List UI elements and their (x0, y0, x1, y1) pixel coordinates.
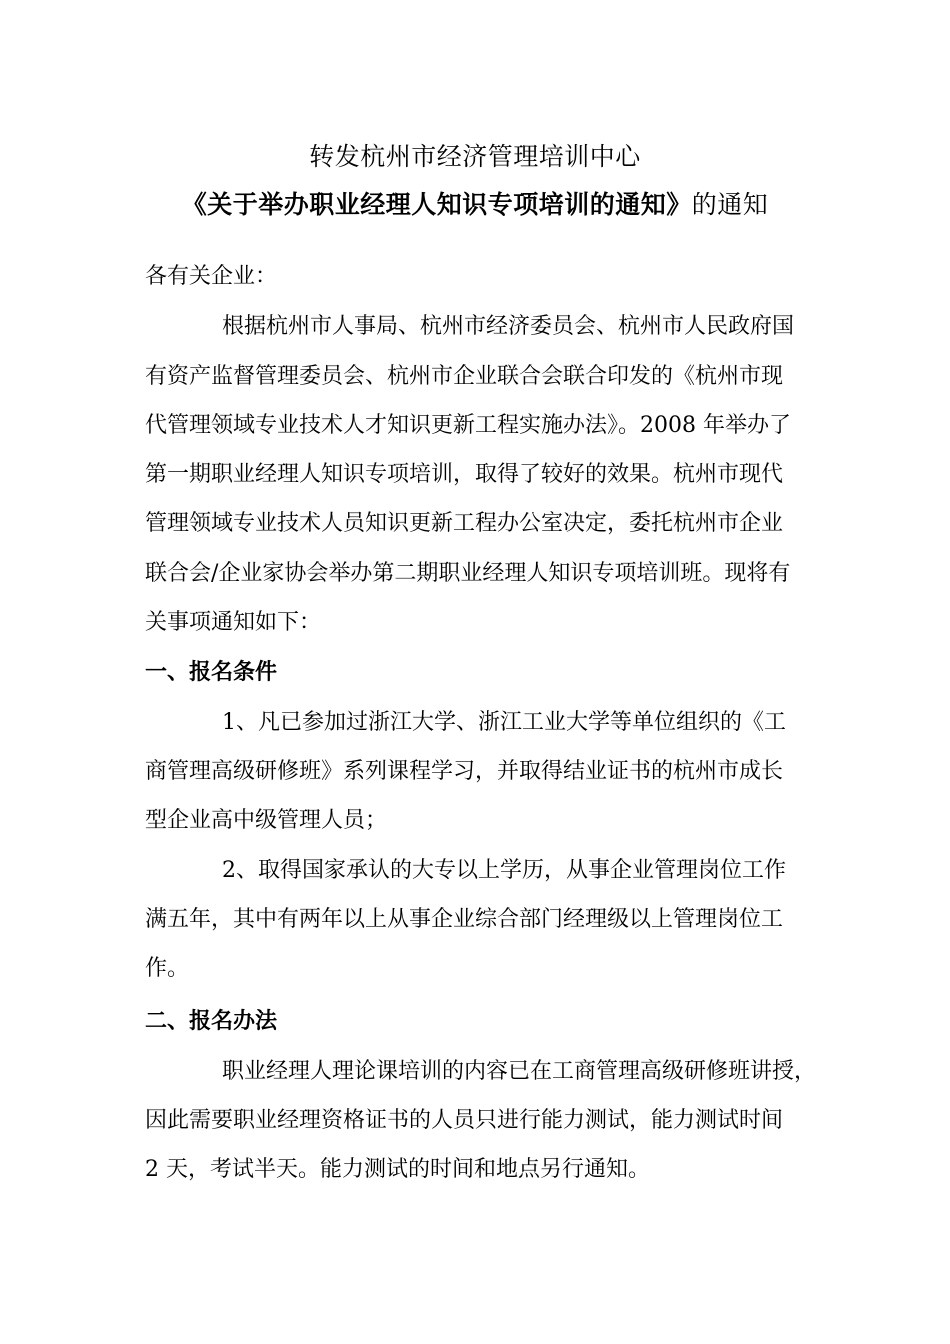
salutation: 各有关企业： (145, 264, 278, 289)
document-title-line1: 转发杭州市经济管理培训中心 (309, 142, 641, 171)
intro-line: 有资产监督管理委员会、杭州市企业联合会联合印发的《杭州市现 (145, 364, 784, 389)
document-title-line2 (0, 185, 950, 221)
intro-line: 管理领域专业技术人员知识更新工程办公室决定，委托杭州市企业 (145, 511, 784, 536)
intro-line: 第一期职业经理人知识专项培训，取得了较好的效果。杭州市现代 (145, 462, 784, 487)
intro-line: 代管理领域专业技术人才知识更新工程实施办法》。2008 年举办了 (145, 413, 791, 438)
intro-line: 根据杭州市人事局、杭州市经济委员会、杭州市人民政府国 (222, 314, 795, 339)
title-notice-name: 《关于举办职业经理人知识专项培训的通知》 (181, 190, 692, 219)
section1-item2-line: 2、取得国家承认的大专以上学历，从事企业管理岗位工作 (222, 858, 786, 883)
intro-line: 关事项通知如下： (145, 610, 322, 635)
section2-line: 因此需要职业经理资格证书的人员只进行能力测试，能力测试时间 (145, 1108, 784, 1133)
section1-heading: 一、报名条件 (145, 660, 278, 685)
section1-item1-line: 型企业高中级管理人员； (145, 808, 388, 833)
title-notice-suffix: 的通知 (691, 190, 769, 219)
intro-line: 联合会/企业家协会举办第二期职业经理人知识专项培训班。现将有 (145, 561, 791, 586)
section1-item1-line: 1、凡已参加过浙江大学、浙江工业大学等单位组织的《工 (222, 710, 786, 735)
section2-line: 2 天，考试半天。能力测试的时间和地点另行通知。 (145, 1157, 650, 1182)
section2-line: 职业经理人理论课培训的内容已在工商管理高级研修班讲授， (222, 1059, 817, 1084)
section1-item1-line: 商管理高级研修班》系列课程学习，并取得结业证书的杭州市成长 (145, 759, 784, 784)
section2-heading: 二、报名办法 (145, 1009, 278, 1034)
section1-item2-line: 满五年，其中有两年以上从事企业综合部门经理级以上管理岗位工 (145, 907, 784, 932)
section1-item2-line: 作。 (145, 956, 190, 981)
